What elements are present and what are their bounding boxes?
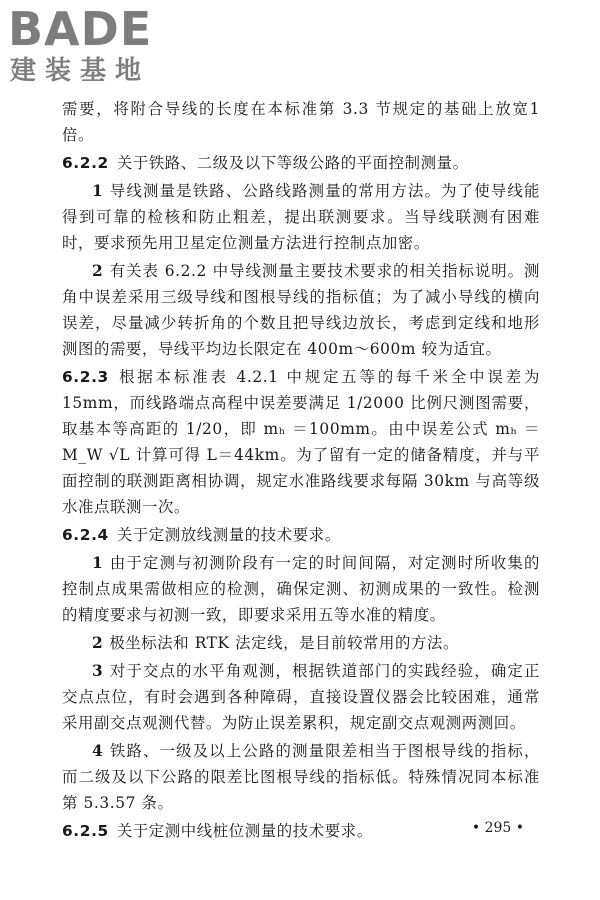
section-6-2-2-heading: 6.2.2 关于铁路、二级及以下等级公路的平面控制测量。 [62,154,469,172]
section-number: 6.2.2 [62,154,109,172]
item-number: 3 [92,662,104,680]
list-item: 2 极坐标法和 RTK 法定线，是目前较常用的方法。 [92,634,459,652]
item-number: 1 [92,182,104,200]
section-6-2-5-heading: 6.2.5 关于定测中线桩位测量的技术要求。 [62,822,373,840]
item-number: 2 [92,634,104,652]
list-item: 1 导线测量是铁路、公路线路测量的常用方法。为了使导线能得到可靠的检核和防止粗差，提出联测要求。当导线联测有困难时，要求预先用卫星定位测量方法进行控制点加密。 [62,182,540,252]
section-number: 6.2.3 [62,368,109,386]
item-number: 1 [92,554,104,572]
logo-wordmark: BADE [8,2,153,56]
item-number: 2 [92,262,104,280]
item-number: 4 [92,742,104,760]
list-item: 4 铁路、一级及以上公路的测量限差相当于图根导线的指标，而二级及以下公路的限差比图根导线的指标低。特殊情况同本标准第 5.3.57 条。 [62,742,540,812]
list-item: 1 由于定测与初测阶段有一定的时间间隔，对定测时所收集的控制点成果需做相应的检测，确保定测、初测成果的一致性。检测的精度要求与初测一致，即要求采用五等水准的精度。 [62,554,540,624]
section-6-2-3-paragraph: 6.2.3 根据本标准表 4.2.1 中规定五等的每千米全中误差为 15mm，而线路端点高程中误差要满足 1/2000 比例尺测图需要，取基本等高距的 1/20，即 mₕ ＝100mm。由中误差公式 mₕ ＝ M_W √L 计算可得 L＝44km。为了留有一定的储备精度，并与平面控制的联测距离相协调，规定水准路线要求每隔 30km 与高等级水准点联测一次。 [62,368,540,516]
list-item: 2 有关表 6.2.2 中导线测量主要技术要求的相关指标说明。测角中误差采用三级导线和图根导线的指标值；为了减小导线的横向误差，尽量减少转折角的个数且把导线边放长，考虑到定线和地形测图的需要，导线平均边长限定在 400m～600m 较为适宜。 [62,262,540,358]
page-number: • 295 • [471,820,524,836]
section-number: 6.2.4 [62,526,109,544]
section-number: 6.2.5 [62,822,109,840]
list-item: 3 对于交点的水平角观测，根据铁道部门的实践经验，确定正交点点位，有时会遇到各种障碍，直接设置仪器会比较困难，通常采用副交点观测代替。为防止误差累积，规定副交点观测两测回。 [62,662,540,732]
section-6-2-4-heading: 6.2.4 关于定测放线测量的技术要求。 [62,526,341,544]
bade-logo [8,4,178,88]
paragraph-continuation: 需要，将附合导线的长度在本标准第 3.3 节规定的基础上放宽1倍。 [62,100,540,144]
logo-chinese-text: 建装基地 [10,56,151,86]
document-body [62,96,540,846]
